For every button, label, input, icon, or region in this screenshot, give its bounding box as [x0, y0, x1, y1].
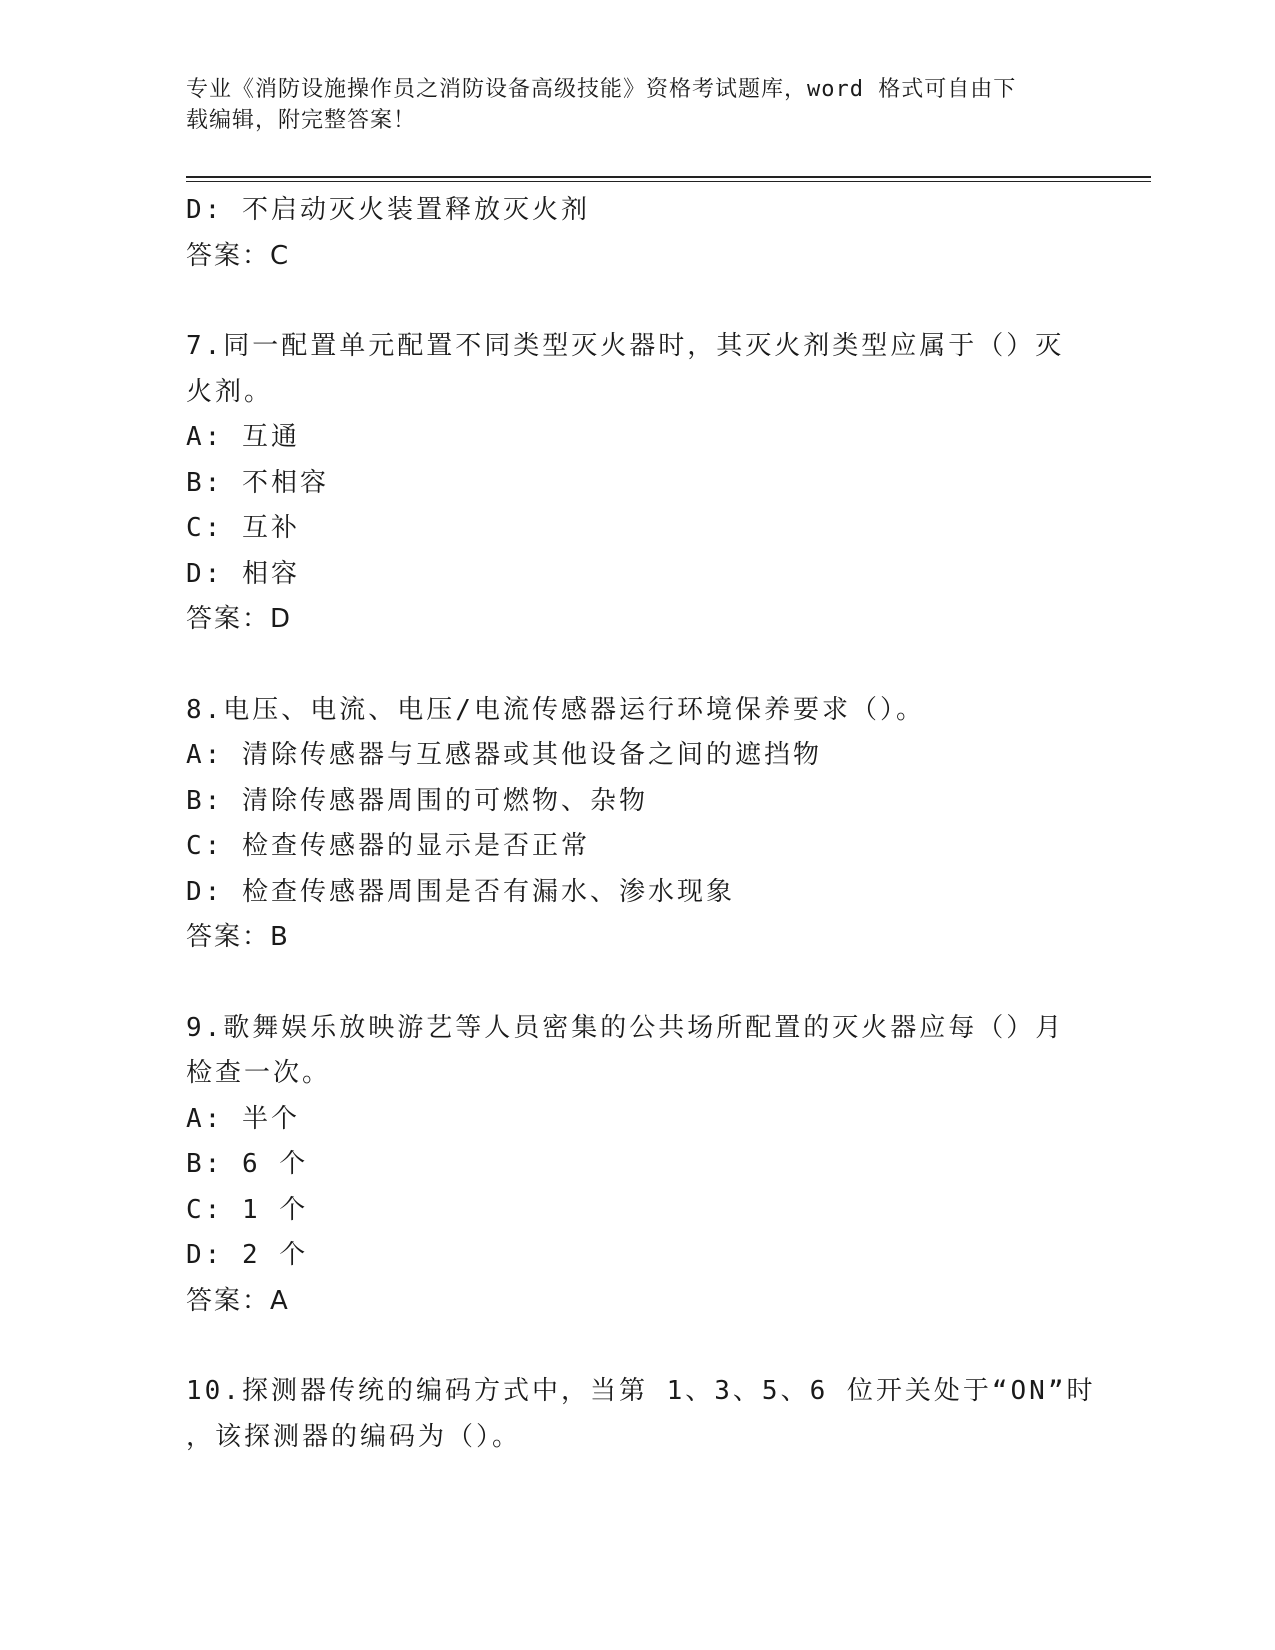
option-c: C: 检查传感器的显示是否正常	[186, 831, 590, 861]
option-a: A: 半个	[186, 1103, 300, 1134]
question-text-line-2: 检查一次。	[186, 1058, 332, 1088]
header-divider-thin	[186, 181, 1151, 182]
question-10	[186, 1369, 1096, 1460]
option-a: A: 互通	[186, 422, 300, 452]
question-text-line-1: 10.探测器传统的编码方式中，当第 1、3、5、6 位开关处于“ON”时	[186, 1376, 1096, 1406]
option-d: D: 检查传感器周围是否有漏水、渗水现象	[186, 876, 735, 907]
spacer	[186, 961, 1086, 1006]
document-header	[186, 74, 1066, 136]
answer-line: 答案：B	[186, 922, 290, 952]
header-divider-thick	[186, 176, 1151, 178]
question-8	[186, 688, 1086, 961]
question-text-line-1: 8.电压、电流、电压/电流传感器运行环境保养要求（）。	[186, 694, 925, 725]
question-text-line-2: 火剂。	[186, 376, 274, 407]
option-b: B: 不相容	[186, 467, 329, 498]
question-list	[186, 188, 1096, 1460]
option-d: D: 2 个	[186, 1240, 309, 1270]
spacer	[186, 643, 1086, 688]
answer-line: 答案：A	[186, 1285, 290, 1316]
header-line-1: 专业《消防设施操作员之消防设备高级技能》资格考试题库，word 格式可自由下	[186, 77, 1017, 102]
option-a: A: 清除传感器与互感器或其他设备之间的遮挡物	[186, 740, 822, 770]
answer-line: 答案：C	[186, 240, 291, 271]
spacer	[186, 279, 1086, 324]
question-9	[186, 1006, 1086, 1325]
question-7	[186, 324, 1086, 643]
option-b: B: 6 个	[186, 1149, 309, 1179]
spacer	[186, 1324, 1086, 1369]
option-d: D: 相容	[186, 558, 300, 589]
question-6-tail	[186, 188, 1086, 279]
question-text-line-2: ，该探测器的编码为（）。	[186, 1421, 522, 1452]
option-d: D: 不启动灭火装置释放灭火剂	[186, 195, 590, 225]
question-text-line-1: 7.同一配置单元配置不同类型灭火器时，其灭火剂类型应属于（）灭	[186, 331, 1065, 361]
option-c: C: 互补	[186, 513, 300, 543]
option-c: C: 1 个	[186, 1194, 309, 1225]
question-text-line-1: 9.歌舞娱乐放映游艺等人员密集的公共场所配置的灭火器应每（）月	[186, 1012, 1065, 1043]
header-line-2: 载编辑，附完整答案！	[186, 108, 417, 133]
answer-line: 答案：D	[186, 604, 293, 634]
option-b: B: 清除传感器周围的可燃物、杂物	[186, 785, 648, 816]
